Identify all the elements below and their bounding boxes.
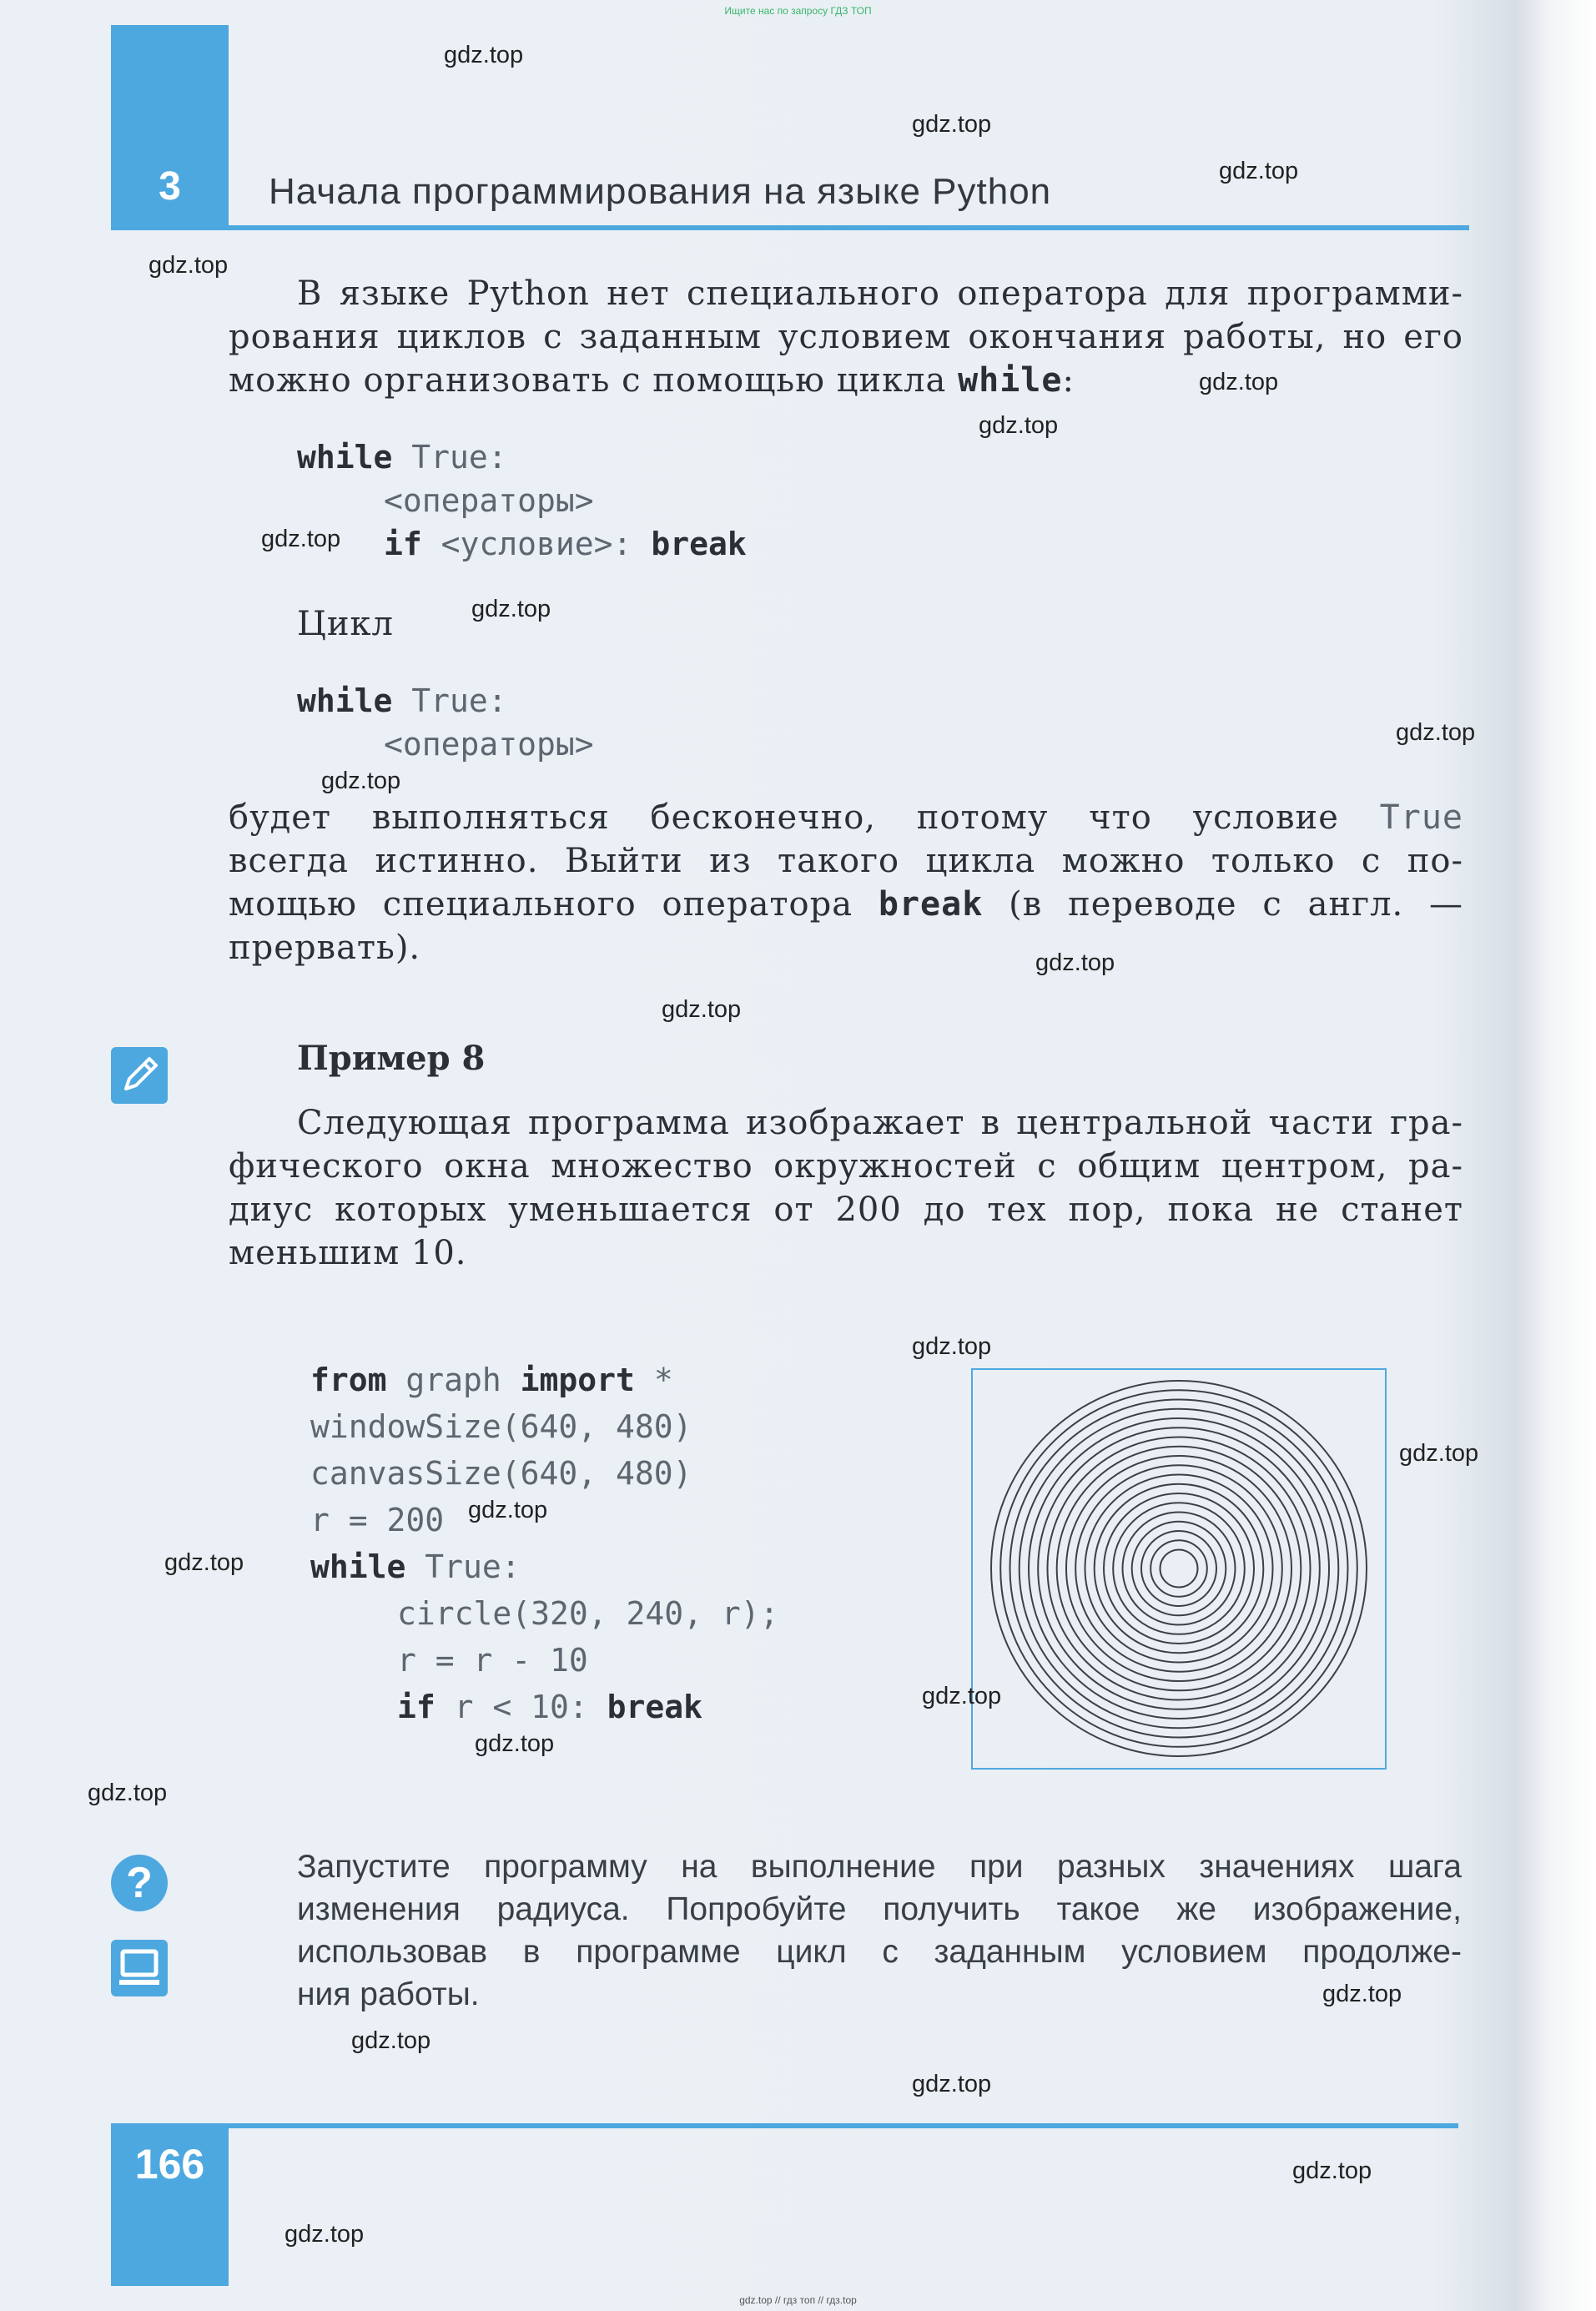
explain-line-3-a: мощью специального оператора <box>229 885 879 924</box>
intro-line-3-text: можно организовать с помощью цикла <box>229 361 959 400</box>
code3-true: True: <box>405 1548 521 1585</box>
circle-ring <box>1132 1522 1226 1616</box>
circle-ring <box>1029 1418 1329 1719</box>
explain-line-3 <box>229 883 1463 926</box>
watermark: gdz.top <box>471 596 551 622</box>
task-line-3: использовав в программе цикл с заданным условием продолже- <box>297 1934 1462 1970</box>
circle-ring <box>1141 1531 1216 1606</box>
computer-icon <box>111 1940 168 1996</box>
watermark: gdz.top <box>468 1497 548 1523</box>
watermark: gdz.top <box>444 42 524 68</box>
watermark: gdz.top <box>1322 1981 1402 2007</box>
task-line-4: ния работы. <box>297 1976 480 2012</box>
circle-ring <box>1020 1409 1339 1729</box>
code3-graph: graph <box>386 1362 521 1398</box>
watermark: gdz.top <box>1199 369 1279 395</box>
watermark: gdz.top <box>88 1780 168 1806</box>
watermark: gdz.top <box>1396 719 1476 746</box>
task-line-2: изменения радиуса. Попробуйте получить такое же изображение, <box>297 1891 1462 1927</box>
example-line-3: диус которых уменьшается от 200 до тех пор, пока не станет <box>229 1191 1463 1229</box>
watermark: gdz.top <box>1035 949 1115 976</box>
watermark: gdz.top <box>164 1549 244 1576</box>
code3-r-init: r = 200 <box>310 1502 445 1538</box>
code1-break: break <box>651 526 747 562</box>
circle-ring <box>1160 1550 1198 1588</box>
explain-paragraph <box>229 796 1463 969</box>
code3-windowsize: windowSize(640, 480) <box>310 1408 692 1445</box>
watermark: gdz.top <box>321 768 401 794</box>
code1-while: while <box>297 439 393 476</box>
footer-rule <box>111 2123 1458 2128</box>
intro-line-1: В языке Python нет специального оператора для программи- <box>297 274 1463 313</box>
watermark: gdz.top <box>1399 1440 1479 1467</box>
watermark: gdz.top <box>662 996 742 1023</box>
top-note: Ищите нас по запросу ГДЗ ТОП <box>724 5 872 17</box>
break-keyword: break <box>878 885 984 924</box>
code3-circle: circle(320, 240, r); <box>397 1595 779 1632</box>
circle-ring <box>1010 1400 1348 1738</box>
explain-line-4: прервать). <box>229 929 421 967</box>
concentric-circles-figure <box>973 1370 1385 1768</box>
circle-ring <box>1104 1493 1254 1644</box>
code-block-1 <box>297 436 747 566</box>
code2-true: True: <box>392 682 507 719</box>
example-title: Пример 8 <box>297 1039 486 1078</box>
example-line-2: фического окна множество окружностей с общим центром, ра- <box>229 1147 1463 1186</box>
watermark: gdz.top <box>475 1730 555 1757</box>
header-rule <box>111 225 1469 230</box>
watermark: gdz.top <box>284 2221 365 2248</box>
circle-ring <box>1057 1447 1301 1691</box>
example-line-1: Следующая программа изображает в центральной части гра- <box>297 1104 1463 1142</box>
code3-r-decrement: r = r - 10 <box>397 1642 588 1679</box>
circles-illustration <box>971 1368 1387 1770</box>
while-keyword: while <box>958 361 1063 400</box>
code-block-3 <box>310 1357 779 1730</box>
explain-line-1 <box>229 796 1463 839</box>
code3-star: * <box>634 1362 673 1398</box>
circle-ring <box>1113 1503 1245 1634</box>
circle-ring <box>1000 1390 1357 1747</box>
watermark: gdz.top <box>351 2027 431 2054</box>
watermark: gdz.top <box>912 1333 992 1360</box>
code1-if: if <box>384 526 422 562</box>
code3-canvassize: canvasSize(640, 480) <box>310 1455 692 1492</box>
watermark: gdz.top <box>149 252 229 279</box>
example-paragraph <box>229 1101 1463 1275</box>
circle-ring <box>1095 1484 1264 1654</box>
circle-ring <box>1048 1437 1311 1700</box>
task-line-1: Запустите программу на выполнение при разных значениях шага <box>297 1849 1462 1885</box>
code1-condition: <условие>: <box>421 526 652 562</box>
circle-ring <box>1066 1456 1291 1681</box>
watermark: gdz.top <box>979 412 1059 439</box>
explain-line-2: всегда истинно. Выйти из такого цикла можно только с по- <box>229 842 1463 880</box>
watermark: gdz.top <box>922 1683 1002 1709</box>
true-mono: True <box>1379 798 1463 837</box>
explain-line-1-text: будет выполняться бесконечно, потому что условие <box>229 798 1339 837</box>
intro-line-3-colon: : <box>1062 361 1075 400</box>
code3-if: if <box>397 1689 436 1725</box>
watermark: gdz.top <box>261 526 341 552</box>
watermark: gdz.top <box>912 2071 992 2097</box>
chapter-title: Начала программирования на языке Python <box>269 171 1052 212</box>
code3-from: from <box>310 1362 387 1398</box>
code1-true: True: <box>392 439 507 476</box>
watermark: gdz.top <box>912 111 992 138</box>
watermark: gdz.top <box>1219 158 1299 184</box>
chapter-number: 3 <box>159 164 181 209</box>
code-block-2 <box>297 679 594 766</box>
pencil-icon <box>111 1047 168 1104</box>
loop-label: Цикл <box>297 605 394 643</box>
code3-condition: r < 10: <box>435 1689 607 1725</box>
code3-break: break <box>607 1689 703 1725</box>
code2-operators: <операторы> <box>384 726 594 763</box>
explain-line-3-c: (в переводе с англ. — <box>983 885 1464 924</box>
intro-line-2: рования циклов с заданным условием окончания работы, но его <box>229 318 1463 356</box>
task-paragraph <box>297 1845 1462 2016</box>
circle-ring <box>1123 1513 1236 1625</box>
page-number: 166 <box>134 2141 205 2188</box>
example-line-4: меньшим 10. <box>229 1234 467 1272</box>
code3-while: while <box>310 1548 406 1585</box>
circle-ring <box>1150 1540 1207 1597</box>
code3-import: import <box>520 1362 635 1398</box>
question-icon: ? <box>111 1855 168 1911</box>
code1-operators: <операторы> <box>384 482 594 519</box>
circle-ring <box>1038 1427 1320 1709</box>
watermark: gdz.top <box>1292 2157 1372 2184</box>
code2-while: while <box>297 682 393 719</box>
circle-ring <box>1075 1465 1282 1672</box>
bottom-note: gdz.top // гдз топ // гдз.top <box>739 2294 857 2306</box>
